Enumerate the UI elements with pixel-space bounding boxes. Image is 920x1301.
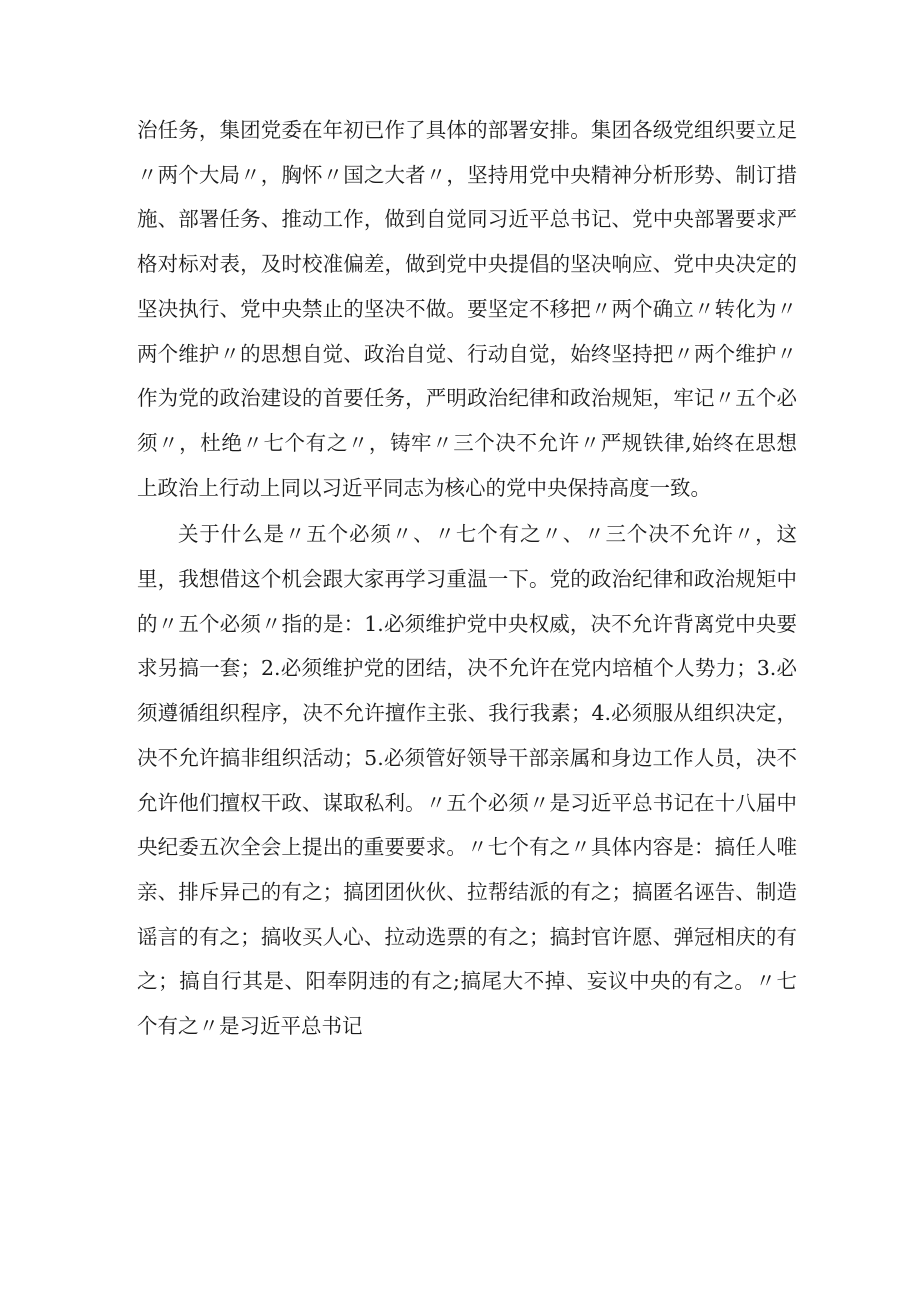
paragraph-continuation: 治任务，集团党委在年初已作了具体的部署安排。集团各级党组织要立足〃两个大局〃，胸怀〃国之大者〃，坚持用党中央精神分析形势、制订措施、部署任务、推动工作，做到自觉同习近平总书记、党中央部署要求严格对标对表，及时校准偏差，做到党中央提倡的坚决响应、党中央决定的坚决执行、党中央禁止的坚决不做。要坚定不移把〃两个确立〃转化为〃两个维护〃的思想自觉、政治自觉、行动自觉，始终坚持把〃两个维护〃作为党的政治建设的首要任务，严明政治纪律和政治规矩，牢记〃五个必须〃，杜绝〃七个有之〃，铸牢〃三个决不允许〃严规铁律,始终在思想上政治上行动上同以习近平同志为核心的党中央保持高度一致。 xyxy=(137,118,797,500)
document-body xyxy=(137,108,797,1049)
paragraph-definitions: 关于什么是〃五个必须〃、〃七个有之〃、〃三个决不允许〃，这里，我想借这个机会跟大家再学习重温一下。党的政治纪律和政治规矩中的〃五个必须〃指的是：1.必须维护党中央权威，决不允许背离党中央要求另搞一套；2.必须维护党的团结，决不允许在党内培植个人势力；3.必须遵循组织程序，决不允许擅作主张、我行我素；4.必须服从组织决定，决不允许搞非组织活动；5.必须管好领导干部亲属和身边工作人员，决不允许他们擅权干政、谋取私利。〃五个必须〃是习近平总书记在十八届中央纪委五次全会上提出的重要要求。〃七个有之〃具体内容是：搞任人唯亲、排斥异己的有之；搞团团伙伙、拉帮结派的有之；搞匿名诬告、制造谣言的有之；搞收买人心、拉动选票的有之；搞封官许愿、弹冠相庆的有之；搞自行其是、阳奉阴违的有之;搞尾大不掉、妄议中央的有之。〃七个有之〃是习近平总书记 xyxy=(137,522,797,1039)
